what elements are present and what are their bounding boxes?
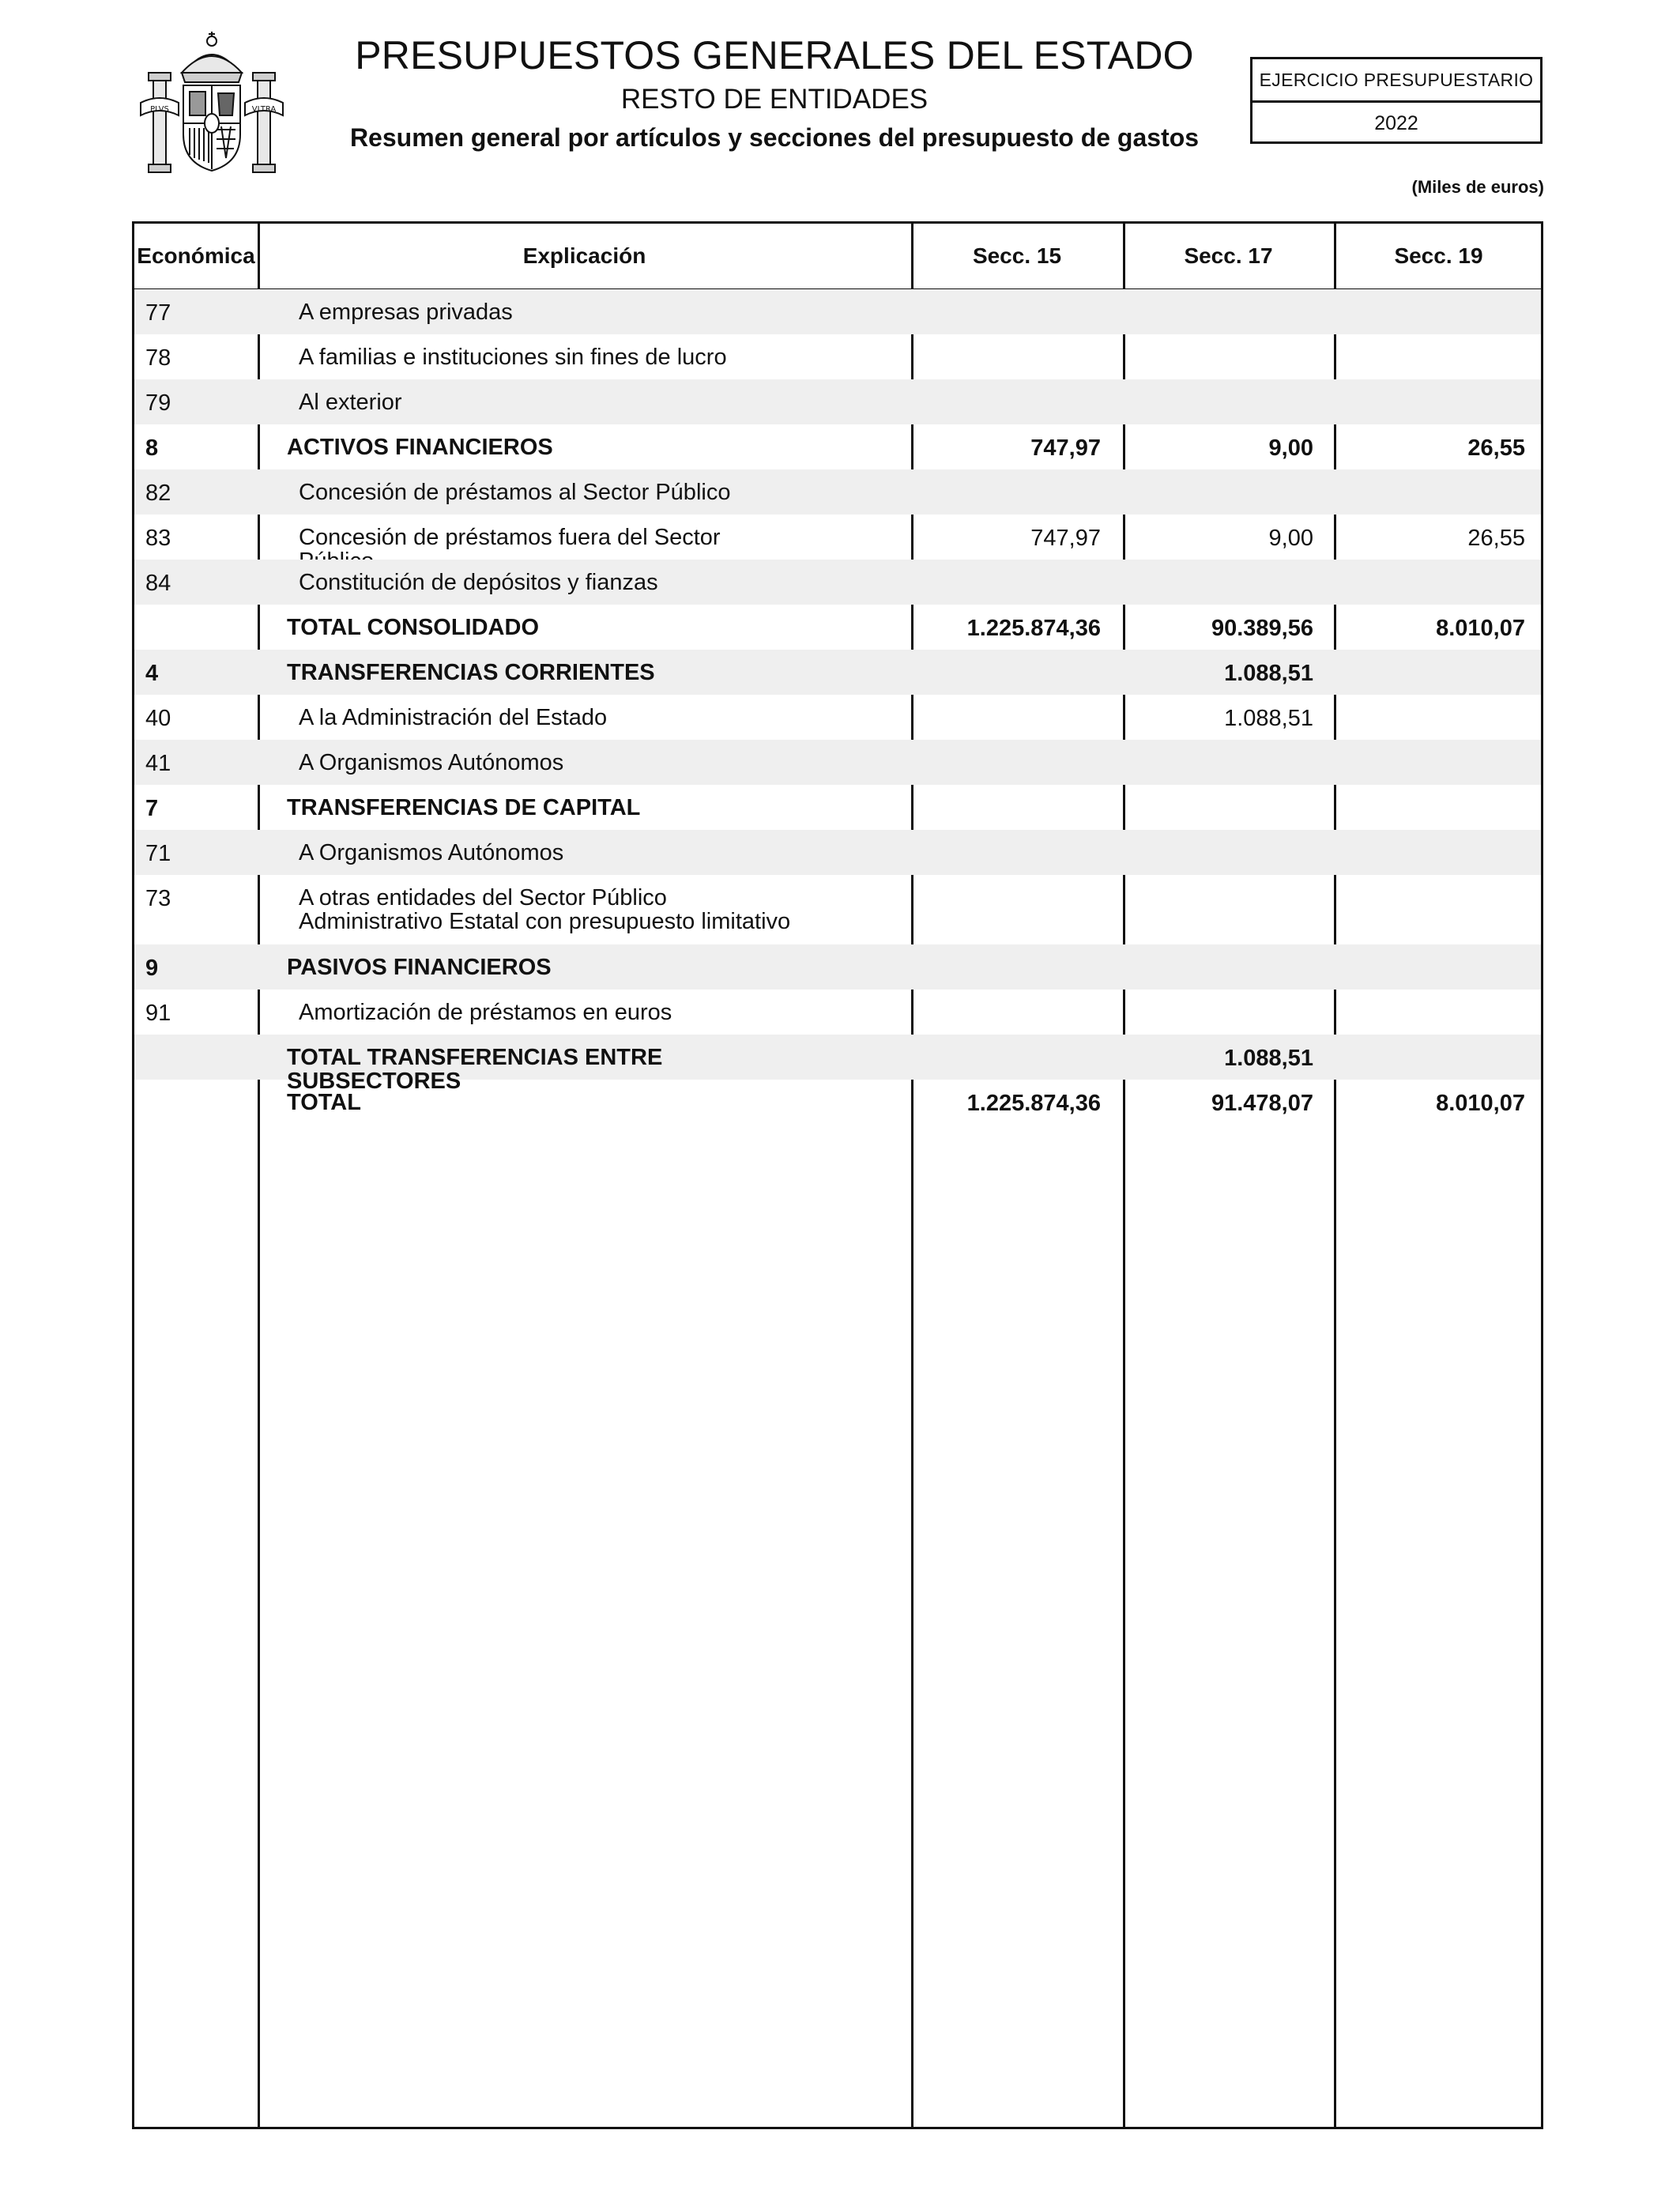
coat-of-arms-logo <box>133 24 291 182</box>
row-description: PASIVOS FINANCIEROS <box>287 955 552 980</box>
exercise-year: 2022 <box>1374 112 1418 134</box>
row-code: 91 <box>145 1001 171 1026</box>
header <box>300 32 1249 153</box>
row-value-secc-15: 1.225.874,36 <box>966 1091 1101 1116</box>
table-row <box>134 560 1541 605</box>
column-header-secc-19: Secc. 19 <box>1394 243 1483 268</box>
table-row <box>134 289 1541 334</box>
row-code: 84 <box>145 571 171 596</box>
row-value-secc-19: 26,55 <box>1467 435 1525 461</box>
row-code: 79 <box>145 390 171 416</box>
row-value-secc-19: 26,55 <box>1467 526 1525 551</box>
row-description: A otras entidades del Sector Público Administrativo Estatal con presupuesto limitativo <box>299 885 791 934</box>
column-header-secc-15: Secc. 15 <box>972 243 1062 268</box>
row-code: 71 <box>145 841 171 866</box>
row-value-secc-17: 91.478,07 <box>1211 1091 1313 1116</box>
row-description: TOTAL <box>287 1090 361 1115</box>
budget-table <box>132 221 1543 2129</box>
row-description: A Organismos Autónomos <box>299 840 564 865</box>
row-value-secc-19: 8.010,07 <box>1436 616 1525 641</box>
row-description: A Organismos Autónomos <box>299 750 564 775</box>
row-value-secc-15: 747,97 <box>1030 526 1101 551</box>
table-row <box>134 740 1541 785</box>
row-description: TOTAL TRANSFERENCIAS ENTRE SUBSECTORES <box>287 1045 663 1094</box>
row-description: Concesión de préstamos al Sector Público <box>299 480 731 505</box>
table-row <box>134 605 1541 650</box>
page-title: PRESUPUESTOS GENERALES DEL ESTADO <box>355 33 1194 77</box>
table-row <box>134 334 1541 379</box>
row-code: 4 <box>145 661 159 686</box>
table-row <box>134 469 1541 515</box>
row-value-secc-17: 90.389,56 <box>1211 616 1313 641</box>
table-header <box>134 224 1541 291</box>
table-row <box>134 695 1541 740</box>
table-row <box>134 944 1541 990</box>
row-value-secc-15: 1.225.874,36 <box>966 616 1101 641</box>
row-code: 9 <box>145 956 159 981</box>
table-row <box>134 424 1541 469</box>
row-code: 40 <box>145 706 171 731</box>
units-note: (Miles de euros) <box>1411 177 1544 197</box>
row-description: A la Administración del Estado <box>299 705 608 730</box>
row-value-secc-17: 9,00 <box>1268 526 1313 551</box>
table-body <box>134 289 1541 1125</box>
row-code: 78 <box>145 345 171 371</box>
table-row <box>134 785 1541 830</box>
exercise-label: EJERCICIO PRESUPUESTARIO <box>1252 59 1540 103</box>
row-description: Constitución de depósitos y fianzas <box>299 570 658 595</box>
row-description: ACTIVOS FINANCIEROS <box>287 435 553 460</box>
column-header-economica: Económica <box>137 243 255 268</box>
table-row <box>134 1035 1541 1094</box>
row-value-secc-17: 1.088,51 <box>1224 661 1313 686</box>
row-description: Amortización de préstamos en euros <box>299 1000 672 1025</box>
crest-motto-left: PLVS <box>150 105 169 114</box>
row-value-secc-15: 747,97 <box>1030 435 1101 461</box>
row-code: 73 <box>145 886 171 911</box>
row-code: 82 <box>145 481 171 506</box>
row-value-secc-17: 1.088,51 <box>1224 706 1313 731</box>
exercise-box <box>1250 57 1543 144</box>
table-row <box>134 875 1541 944</box>
row-description: Al exterior <box>299 390 402 415</box>
table-row <box>134 650 1541 695</box>
column-header-explicacion: Explicación <box>522 243 646 268</box>
row-description: TRANSFERENCIAS CORRIENTES <box>287 660 655 685</box>
row-description: A familias e instituciones sin fines de lucro <box>299 345 727 370</box>
page-subtitle: RESTO DE ENTIDADES <box>620 84 929 115</box>
row-value-secc-17: 1.088,51 <box>1224 1046 1313 1071</box>
row-value-secc-19: 8.010,07 <box>1436 1091 1525 1116</box>
row-description: TRANSFERENCIAS DE CAPITAL <box>287 795 641 820</box>
row-code: 41 <box>145 751 171 776</box>
row-code: 7 <box>145 796 159 821</box>
column-header-secc-17: Secc. 17 <box>1184 243 1273 268</box>
row-code: 83 <box>145 526 171 551</box>
table-row <box>134 1080 1541 1125</box>
table-row <box>134 990 1541 1035</box>
table-row <box>134 830 1541 875</box>
row-description: TOTAL CONSOLIDADO <box>287 615 539 640</box>
row-code: 8 <box>145 435 159 461</box>
table-row <box>134 379 1541 424</box>
row-value-secc-17: 9,00 <box>1268 435 1313 461</box>
crest-motto-right: VLTRA <box>251 105 277 114</box>
page-description: Resumen general por artículos y secciones del presupuesto de gastos <box>349 123 1200 152</box>
table-row <box>134 515 1541 560</box>
row-description: A empresas privadas <box>299 300 513 325</box>
row-description: Concesión de préstamos fuera del Sector <box>299 525 721 550</box>
row-code: 77 <box>145 300 171 326</box>
